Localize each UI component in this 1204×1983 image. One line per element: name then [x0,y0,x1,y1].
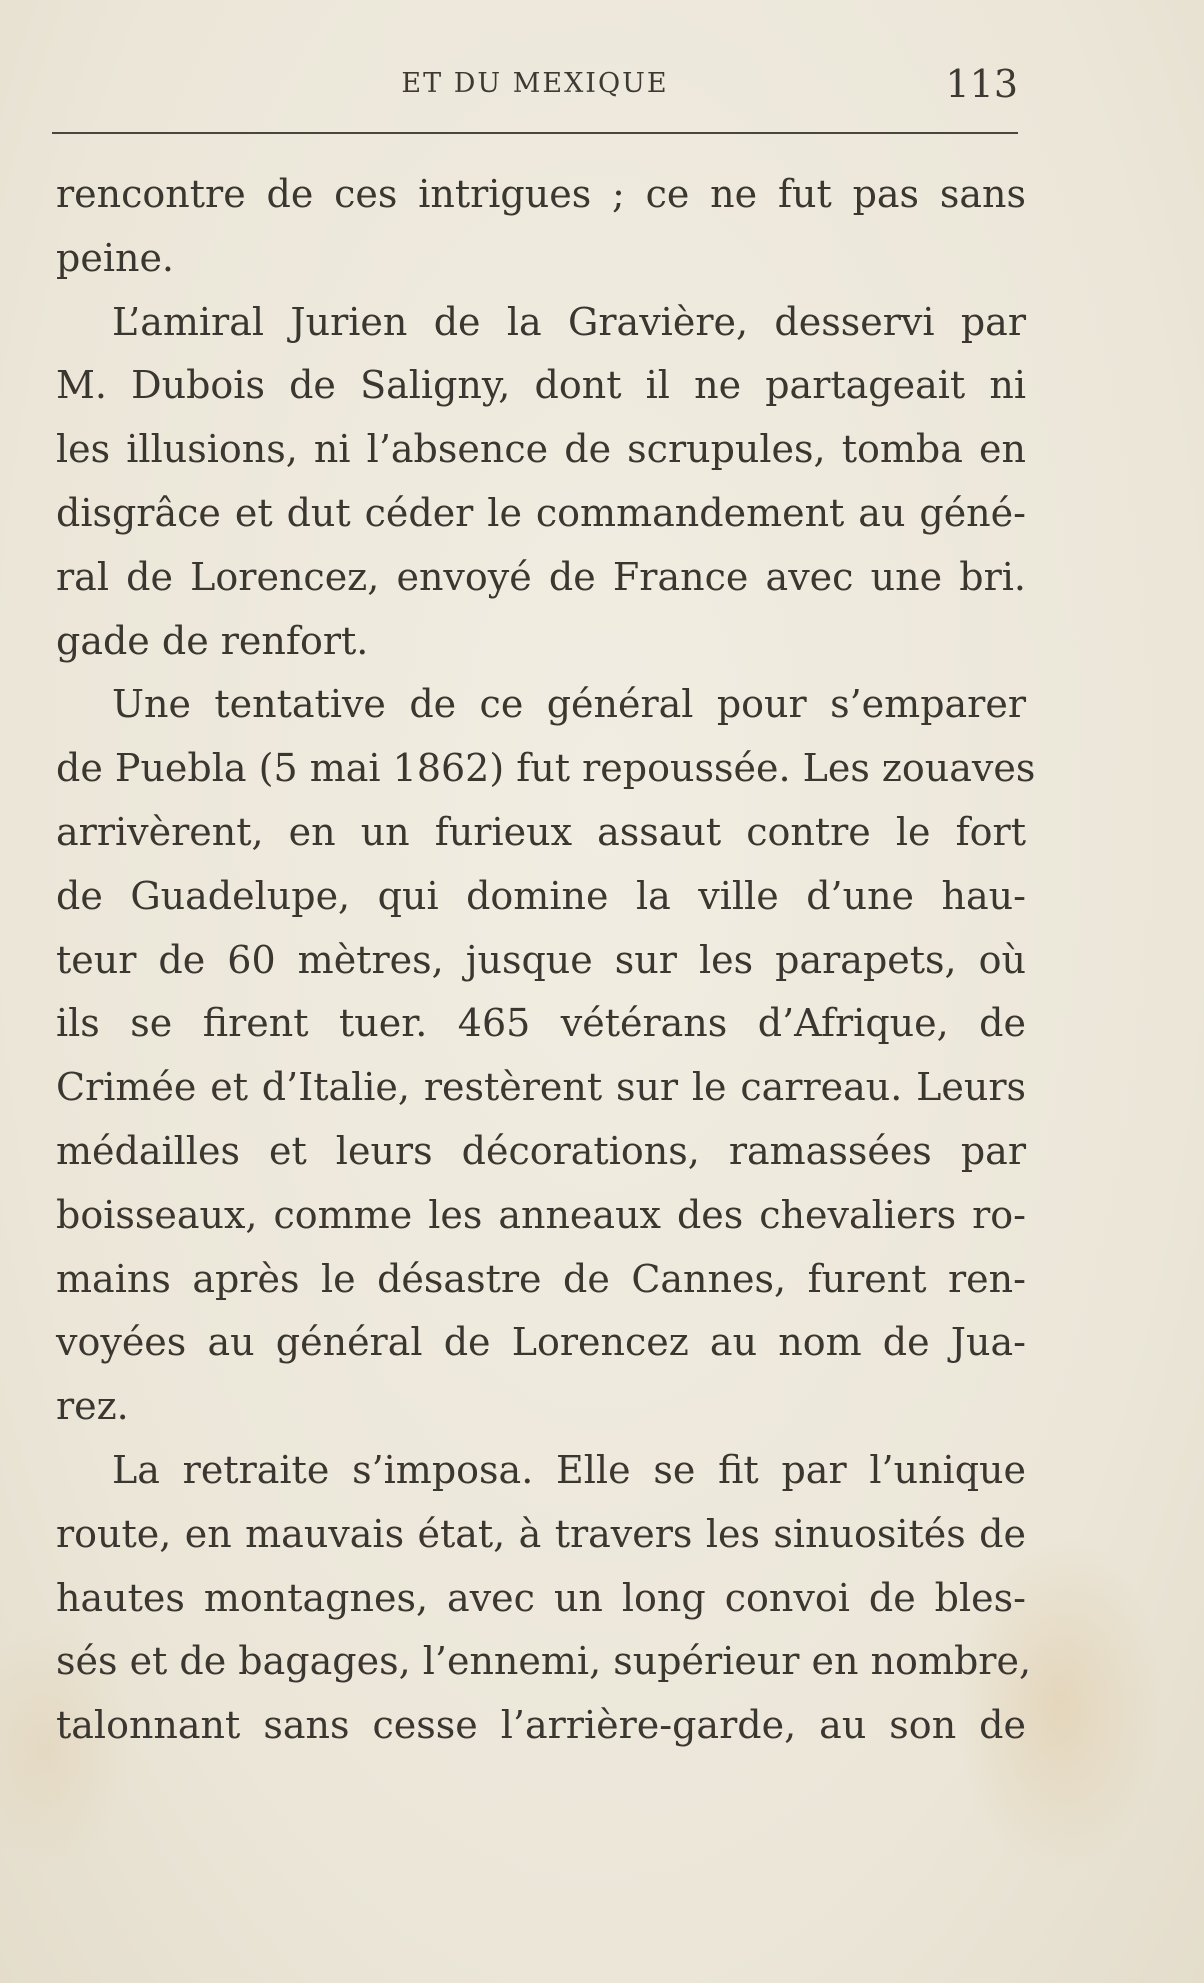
text-line: Une tentative de ce général pour s’emparer [112,682,1026,727]
text-line: ral de Lorencez, envoyé de France avec une bri. [56,554,1026,599]
page-header [52,62,1018,112]
text-line: ils se firent tuer. 465 vétérans d’Afrique, de [56,1001,1026,1046]
text-line: voyées au général de Lorencez au nom de Jua- [56,1320,1026,1365]
text-line: les illusions, ni l’absence de scrupules, tomba en [56,427,1026,472]
text-line: rez. [56,1384,129,1429]
body-text [56,163,1036,1758]
text-line: arrivèrent, en un furieux assaut contre le fort [56,809,1026,854]
text-line: Crimée et d’Italie, restèrent sur le carreau. Leurs [56,1065,1026,1110]
text-line: L’amiral Jurien de la Gravière, desservi par [112,299,1026,344]
text-line: boisseaux, comme les anneaux des chevaliers ro- [56,1192,1026,1237]
text-line: disgrâce et dut céder le commandement au géné- [56,490,1026,535]
text-line: peine. [56,235,175,280]
text-line: hautes montagnes, avec un long convoi de bles- [56,1575,1026,1620]
text-line: M. Dubois de Saligny, dont il ne partageait ni [56,363,1026,408]
text-line: talonnant sans cesse l’arrière-garde, au son de [56,1703,1026,1748]
text-line: route, en mauvais état, à travers les sinuosités de [56,1511,1026,1556]
running-title: ET DU MEXIQUE [401,68,669,99]
text-line: de Puebla (5 mai 1862) fut repoussée. Les zouaves [56,746,1036,791]
text-line: rencontre de ces intrigues ; ce ne fut pas sans [56,172,1026,216]
text-line: teur de 60 mètres, jusque sur les parapets, où [56,937,1026,982]
header-rule [52,132,1018,134]
text-line: La retraite s’imposa. Elle se fit par l’unique [112,1447,1026,1492]
text-line: de Guadelupe, qui domine la ville d’une hau- [56,873,1026,918]
text-line: gade de renfort. [56,618,369,663]
text-line: sés et de bagages, l’ennemi, supérieur en nombre, [56,1639,1032,1684]
page-number: 113 [945,62,1018,106]
text-line: médailles et leurs décorations, ramassées par [56,1128,1026,1173]
text-line: mains après le désastre de Cannes, furent ren- [56,1256,1026,1301]
